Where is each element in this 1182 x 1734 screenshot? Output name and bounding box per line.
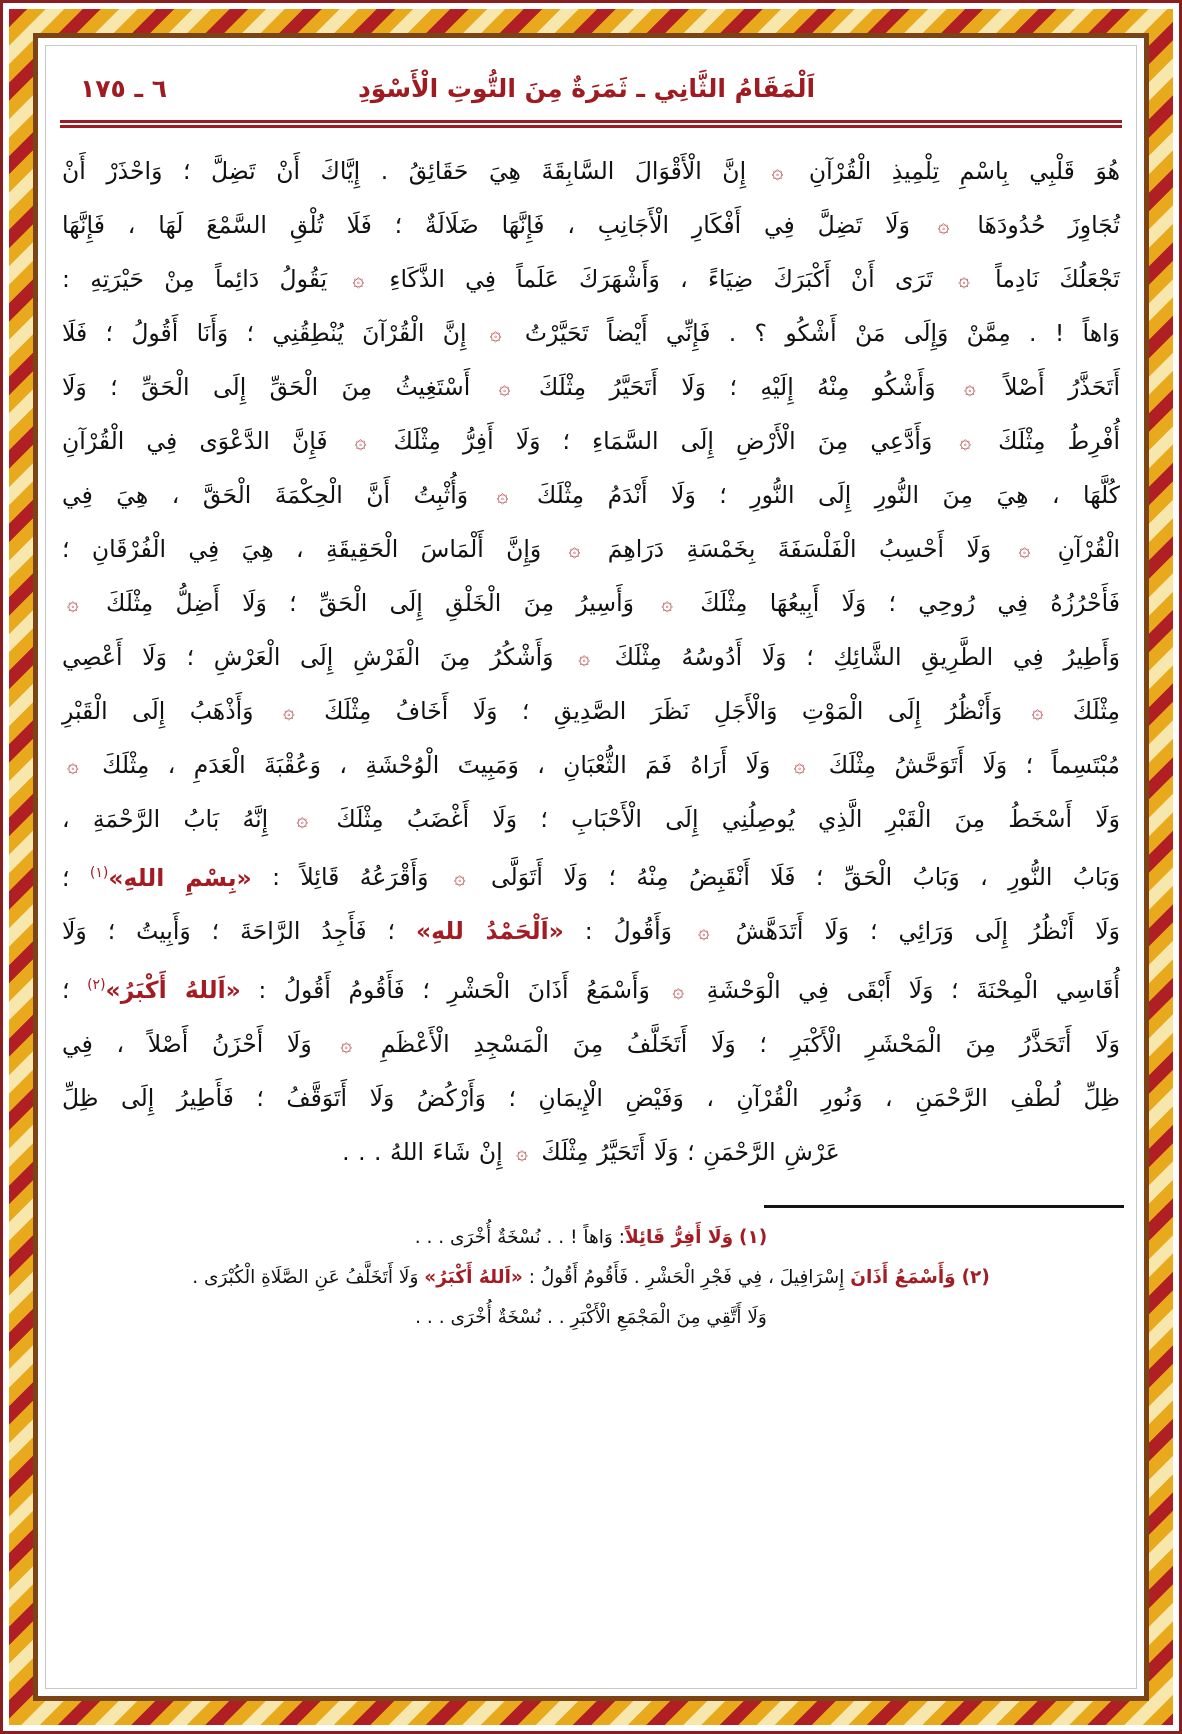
body-line: كُلَّهَا ، هِيَ مِنَ النُّورِ إِلَى النُّورِ ؛ وَلَا أَنْدَمُ مِثْلَكَ ۞ وَأُثْبِتُ أَنَّ الْحِكْمَةَ الْحَقَّ ، هِيَ فِي — [62, 480, 1120, 509]
body-line: مُبْتَسِماً ؛ وَلَا أَتَوَحَّشُ مِثْلَكَ ۞ وَلَا أَرَاهُ فَمَ الثُّعْبَانِ ، وَمَبِيتَ الْوُحْشَةِ ، وَعُقْبَةَ الْعَدَمِ ، مِثْلَكَ ۞ — [62, 738, 1120, 792]
rosette-separator-icon: ۞ — [340, 1032, 353, 1057]
rosette-separator-icon: ۞ — [661, 590, 673, 615]
footnote-lead-2: وَأَسْمَعُ أَذَانَ — [850, 1267, 956, 1289]
footnote-text-2-before: إِسْرَافِيلَ ، فِي فَجْرِ الْحَشْرِ . فَأَقُومُ أَقُولُ : — [522, 1267, 851, 1289]
body-line: تُجَاوِزَ حُدُودَهَا ۞ وَلَا تَضِلَّ فِي أَفْكَارِ الْأَجَانِبِ ، فَإِنَّهَا ضَلَالَةٌ ؛ فَلَا تُلْقِ السَّمْعَ لَهَا ، فَإِنَّهَا — [62, 210, 1120, 239]
footnote-ref-1[interactable]: (١) — [89, 864, 109, 881]
page-header — [58, 52, 1124, 110]
rosette-separator-icon: ۞ — [498, 374, 511, 399]
body-line: هُوَ قَلْبِي بِاسْمِ تِلْمِيذِ الْقُرْآنِ ۞ إِنَّ الْأَقْوَالَ السَّابِقَةَ هِيَ حَقَائِقُ . إِيَّاكَ أَنْ تَضِلَّ ؛ وَاحْذَرْ أَنْ — [62, 156, 1120, 185]
page-number: ٦ ـ ١٧٥ — [80, 74, 167, 103]
rosette-separator-icon: ۞ — [516, 1140, 528, 1165]
body-line: وَلَا أَتَحَذَّرُ مِنَ الْمَحْشَرِ الْأَكْبَرِ ؛ وَلَا أَتَخَلَّفُ مِنَ الْمَسْجِدِ الْأَعْظَمِ ۞ وَلَا أَحْزَنُ أَصْلاً ، فِي — [62, 1030, 1120, 1059]
rosette-separator-icon: ۞ — [1018, 536, 1031, 561]
rosette-separator-icon: ۞ — [296, 806, 309, 831]
rosette-separator-icon: ۞ — [958, 266, 970, 291]
rosette-separator-icon: ۞ — [67, 590, 79, 615]
page-content — [58, 52, 1124, 1682]
body-line: وَأَطِيرُ فِي الطَّرِيقِ الشَّائِكِ ؛ وَلَا أَدُوسُهُ مِثْلَكَ ۞ وَأَشْكُرُ مِنَ الْفَرْشِ إِلَى الْعَرْشِ ؛ وَلَا أَعْصِي — [62, 642, 1120, 671]
body-line: ظِلِّ لُطْفِ الرَّحْمَنِ ، وَنُورِ الْقُرْآنِ ، وَفَيْضِ الْإِيمَانِ ؛ وَأَرْكُضُ وَلَا أَتَوَقَّفُ ؛ فَأَطِيرُ إِلَى ظِلِّ — [62, 1084, 1120, 1113]
line-text-after: ؛ — [62, 863, 90, 892]
quoted-phrase-hamdala: «اَلْحَمْدُ للهِ» — [415, 917, 564, 946]
footnote-quoted-takbir: «اَللهُ أَكْبَرُ» — [424, 1267, 523, 1289]
rosette-separator-icon: ۞ — [496, 482, 509, 507]
rosette-separator-icon: ۞ — [771, 158, 784, 183]
quoted-phrase-takbir: «اَللهُ أَكْبَرُ» — [105, 976, 241, 1005]
rosette-separator-icon: ۞ — [963, 374, 976, 399]
line-text-before: أُقَاسِي الْمِحْنَةَ ؛ وَلَا أَبْقَى فِي الْوَحْشَةِ ۞ وَأَسْمَعُ أَذَانَ الْحَشْرِ ؛ فَأَقُومُ أَقُولُ : — [240, 976, 1120, 1005]
rosette-separator-icon: ۞ — [453, 865, 466, 890]
rosette-separator-icon: ۞ — [1031, 698, 1044, 723]
rosette-separator-icon: ۞ — [697, 919, 710, 944]
rosette-separator-icon: ۞ — [282, 698, 295, 723]
body-line: تَجْعَلُكَ نَادِماً ۞ تَرَى أَنْ أَكْبَرَكَ ضِيَاءً ، وَأَشْهَرَكَ عَلَماً فِي الذَّكَاءِ ۞ يَقُولُ دَائِماً مِنْ حَيْرَتِهِ : — [62, 264, 1120, 293]
body-line: أُفْرِطُ مِثْلَكَ ۞ وَأَدَّعِي مِنَ الْأَرْضِ إِلَى السَّمَاءِ ؛ وَلَا أَفِرُّ مِثْلَكَ ۞ فَإِنَّ الدَّعْوَى فِي الْقُرْآنِ — [62, 426, 1120, 455]
body-line: الْقُرْآنِ ۞ وَلَا أَحْسِبُ الْفَلْسَفَةَ بِخَمْسَةِ دَرَاهِمَ ۞ وَإِنَّ أَلْمَاسَ الْحَقِيقَةِ ، هِيَ فِي الْفُرْقَانِ ؛ — [62, 534, 1120, 563]
footnote-divider — [764, 1205, 1124, 1208]
rosette-separator-icon: ۞ — [793, 752, 806, 777]
rosette-separator-icon: ۞ — [578, 644, 590, 669]
footnote-item-1 — [64, 1218, 1118, 1258]
body-line: أَتَحَذَّرُ أَصْلاً ۞ وَأَشْكُو مِنْهُ إِلَيْهِ ؛ وَلَا أَتَحَيَّرُ مِثْلَكَ ۞ أَسْتَغِيثُ مِنَ الْحَقِّ إِلَى الْحَقِّ ؛ وَلَا — [62, 372, 1120, 401]
rosette-separator-icon: ۞ — [959, 428, 972, 453]
body-line-with-quote — [62, 904, 1120, 958]
rosette-separator-icon: ۞ — [937, 212, 950, 237]
body-text — [58, 144, 1124, 1180]
line-text-before: وَبَابُ النُّورِ ، وَبَابُ الْحَقِّ ؛ فَلَا أَنْقَبِضُ مِنْهُ ؛ وَلَا أَتَوَلَّى ۞ وَأَقْرَعُهُ قَائِلاً : — [251, 863, 1120, 892]
body-line-with-quote — [62, 846, 1120, 905]
line-text-after: ؛ فَأَجِدُ الرَّاحَةَ ؛ وَأَبِيتُ ؛ وَلَا — [62, 917, 416, 946]
footnote-text-1: : وَاهاً ! . . نُسْخَةٌ أُخْرَى . . . — [414, 1227, 625, 1249]
body-line: مِثْلَكَ ۞ وَأَنْظُرُ إِلَى الْمَوْتِ وَالْأَجَلِ نَظَرَ الصَّدِيقِ ؛ وَلَا أَخَافُ مِثْلَكَ ۞ وَأَذْهَبُ إِلَى الْقَبْرِ — [62, 696, 1121, 725]
header-divider — [60, 120, 1122, 128]
footnotes-section — [58, 1218, 1124, 1338]
quoted-phrase-basmala: «بِسْمِ اللهِ» — [108, 863, 252, 892]
footnote-marker-1: (١) — [739, 1227, 768, 1249]
body-line: وَاهاً ! . مِمَّنْ وَإِلَى مَنْ أَشْكُو ؟ . فَإِنِّي أَيْضاً تَحَيَّرْتُ ۞ إِنَّ الْقُرْآنَ يُنْطِقُنِي ؛ وَأَنَا أَقُولُ ؛ فَلَا — [62, 318, 1120, 347]
body-line-with-quote — [62, 958, 1120, 1017]
rosette-separator-icon: ۞ — [352, 266, 365, 291]
rosette-separator-icon: ۞ — [354, 428, 367, 453]
line-text-before: وَلَا أَنْظُرُ إِلَى وَرَائِي ؛ وَلَا أَتَدَهَّشُ ۞ وَأَقُولُ : — [563, 917, 1120, 946]
footnote-ref-2[interactable]: (٢) — [87, 977, 106, 994]
body-line: فَأَحْرُزُهُ فِي رُوحِي ؛ وَلَا أَبِيعُهَا مِثْلَكَ ۞ وَأَسِيرُ مِنَ الْخَلْقِ إِلَى الْحَقِّ ؛ وَلَا أَضِلُّ مِثْلَكَ ۞ — [62, 576, 1120, 630]
footnote-item-2-cont: وَلَا أَتَّقِي مِنَ الْمَجْمَعِ الْأَكْبَرِ . . نُسْخَةٌ أُخْرَى . . . — [415, 1307, 767, 1329]
body-line: وَلَا أَسْخَطُ مِنَ الْقَبْرِ الَّذِي يُوصِلُنِي إِلَى الْأَحْبَابِ ؛ وَلَا أَغْضَبُ مِثْلَكَ ۞ إِنَّهُ بَابُ الرَّحْمَةِ ، — [62, 804, 1120, 833]
rosette-separator-icon: ۞ — [489, 320, 502, 345]
body-line-last: عَرْشِ الرَّحْمَنِ ؛ وَلَا أَتَحَيَّرُ مِثْلَكَ ۞ إِنْ شَاءَ اللهُ . . . — [342, 1138, 840, 1167]
rosette-separator-icon: ۞ — [672, 978, 685, 1003]
rosette-separator-icon: ۞ — [67, 752, 79, 777]
footnote-lead-1: وَلَا أَفِرُّ قَائِلاً — [624, 1227, 734, 1249]
line-text-after: ؛ — [62, 976, 88, 1005]
page-title: اَلْمَقَامُ الثَّانِي ـ ثَمَرَةٌ مِنَ التُّوتِ الْأَسْوَدِ — [357, 74, 816, 103]
footnote-text-2-after: وَلَا أَتَخَلَّفُ عَنِ الصَّلَاةِ الْكُبْرَى . — [192, 1267, 425, 1289]
footnote-marker-2: (٢) — [961, 1267, 990, 1289]
footnote-item-2 — [64, 1258, 1118, 1298]
rosette-separator-icon: ۞ — [568, 536, 581, 561]
